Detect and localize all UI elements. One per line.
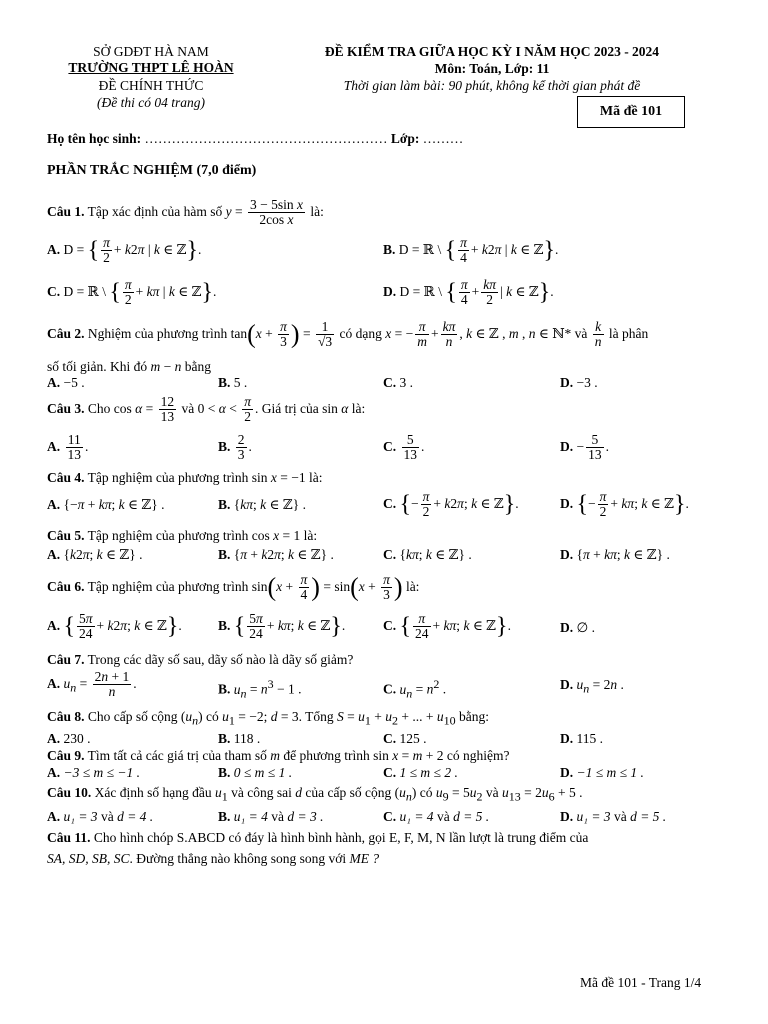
q1-option-c[interactable]: C. D = ℝ \ { $\frac{\pi}{2}$ + kπ | k ∈ ℤ}.: [47, 277, 217, 308]
q5-option-c[interactable]: C. {kπ; k ∈ ℤ} .: [383, 547, 472, 562]
question-10: Câu 10. Xác định số hạng đầu $u_1$ và công sai d của cấp số cộng $(u_n)$ có $u_9 = 5u_2$ và $u_{13} = 2u_6 + 5$ .: [47, 785, 583, 804]
q4-option-c[interactable]: C. {− $\frac{\pi}{2}$ + k2π; k ∈ ℤ}.: [383, 489, 519, 520]
q9-option-d[interactable]: D. −1 ≤ m ≤ 1 .: [560, 765, 644, 780]
q7-option-d[interactable]: D. $u_n = 2n$ .: [560, 677, 624, 696]
question-11: Câu 11. Cho hình chóp S.ABCD có đáy là hình bình hành, gọi E, F, M, N lần lượt là trung điểm của: [47, 830, 589, 845]
department-name: SỞ GDĐT HÀ NAM: [93, 44, 209, 59]
q3-option-b[interactable]: B. $\frac{2}{3}$ .: [218, 432, 252, 463]
q1-option-b[interactable]: B. D = ℝ \ { $\frac{\pi}{4}$ + k2π | k ∈ ℤ}.: [383, 235, 559, 266]
q9-option-b[interactable]: B. 0 ≤ m ≤ 1 .: [218, 765, 293, 780]
q6-option-c[interactable]: C. { $\frac{\pi}{24}$ + kπ; k ∈ ℤ}.: [383, 611, 511, 642]
time-limit: Thời gian làm bài: 90 phút, không kể thời gian phát đề: [343, 78, 641, 93]
q5-option-a[interactable]: A. {k2π; k ∈ ℤ} .: [47, 547, 143, 562]
q4-option-b[interactable]: B. {kπ; k ∈ ℤ} .: [218, 497, 306, 512]
question-2-line2: số tối giản. Khi đó m − n bằng: [47, 359, 211, 374]
question-4: Câu 4. Tập nghiệm của phương trình sin x = −1 là:: [47, 470, 323, 485]
question-8: Câu 8. Cho cấp số cộng $(u_n)$ có $u_1 = -2$; d = 3. Tổng $S = u_1 + u_2$ + ... + $u_{10}$ bằng:: [47, 709, 489, 728]
q2-option-d[interactable]: D. −3 .: [560, 375, 598, 390]
student-info-line: [47, 131, 463, 147]
q9-option-c[interactable]: C. 1 ≤ m ≤ 2 .: [383, 765, 458, 780]
q10-option-a[interactable]: A. u₁ = 3 và d = 4 .: [47, 809, 154, 824]
q4-option-a[interactable]: A. {−π + kπ; k ∈ ℤ} .: [47, 497, 165, 512]
q3-option-c[interactable]: C. $\frac{5}{13}$ .: [383, 432, 425, 463]
q10-option-c[interactable]: C. u₁ = 4 và d = 5 .: [383, 809, 490, 824]
q2-option-a[interactable]: A. −5 .: [47, 375, 85, 390]
student-name-blank: ………………………………………………: [144, 131, 388, 146]
q2-option-b[interactable]: B. 5 .: [218, 375, 248, 390]
q7-option-c[interactable]: C. $u_n = n^2$ .: [383, 677, 447, 701]
page-count-note: (Đề thi có 04 trang): [97, 95, 205, 110]
q6-option-a[interactable]: A. { $\frac{5\pi}{24}$ + k2π; k ∈ ℤ}.: [47, 611, 182, 642]
q8-option-c[interactable]: C. 125 .: [383, 731, 427, 746]
q7-option-a[interactable]: A. $u_n$ = $\frac{2n + 1}{n}$ .: [47, 669, 137, 700]
q8-option-a[interactable]: A. 230 .: [47, 731, 91, 746]
subject-line: Môn: Toán, Lớp: 11: [434, 61, 550, 76]
class-blank: ………: [422, 131, 464, 146]
question-text: Tập xác định của hàm số: [87, 203, 223, 219]
question-5: Câu 5. Tập nghiệm của phương trình cos x = 1 là:: [47, 528, 318, 543]
q4-option-d[interactable]: D. {− $\frac{\pi}{2}$ + kπ; k ∈ ℤ}.: [560, 489, 689, 520]
q8-option-d[interactable]: D. 115 .: [560, 731, 603, 746]
q3-option-a[interactable]: A. $\frac{11}{13}$ .: [47, 432, 89, 463]
class-label: Lớp:: [390, 131, 420, 146]
section-title: PHẦN TRẮC NGHIỆM (7,0 điểm): [47, 163, 257, 178]
question-1: Câu 1. Tập xác định của hàm số y = $\frac{\text{3 − 5sin x}}{\text{2cos x}}$ là:: [47, 197, 324, 228]
q5-option-d[interactable]: D. {π + kπ; k ∈ ℤ} .: [560, 547, 670, 562]
question-7: Câu 7. Trong các dãy số sau, dãy số nào là dãy số giảm?: [47, 652, 354, 667]
q8-option-b[interactable]: B. 118 .: [218, 731, 261, 746]
q1-option-a[interactable]: A. D = { $\frac{\pi}{2}$ + k2π | k ∈ ℤ}.: [47, 235, 202, 266]
question-3: Câu 3. Cho cos α = $\frac{12}{13}$ và 0 < α < $\frac{\pi}{2}$ . Giá trị của sin α là:: [47, 394, 366, 425]
question-9: Câu 9. Tìm tất cả các giá trị của tham số m để phương trình sin x = m + 2 có nghiệm?: [47, 748, 510, 763]
question-2: Câu 2. Nghiệm của phương trình tan(x + $\frac{\pi}{3}$ ) = $\frac{1}{√3}$ có dạng x = − $\frac{\pi}{m}$ + $\frac{k\pi}{n}$ , k ∈ ℤ , m , n ∈ ℕ* và $\frac{k}{n}$ là phân: [47, 319, 649, 350]
q9-option-a[interactable]: A. −3 ≤ m ≤ −1 .: [47, 765, 141, 780]
exam-code-box: Mã đề 101: [577, 96, 685, 128]
school-name: TRƯỜNG THPT LÊ HOÀN: [68, 60, 234, 75]
q6-option-d[interactable]: D. ∅ .: [560, 620, 596, 635]
q5-option-b[interactable]: B. {π + k2π; k ∈ ℤ} .: [218, 547, 334, 562]
student-name-label: Họ tên học sinh:: [47, 131, 142, 146]
page-footer: Mã đề 101 - Trang 1/4: [580, 975, 702, 990]
exam-title: ĐỀ KIỂM TRA GIỮA HỌC KỲ I NĂM HỌC 2023 - 2024: [324, 44, 660, 59]
official-exam-label: ĐỀ CHÍNH THỨC: [98, 78, 204, 93]
question-11-line2: SA, SD, SB, SC. Đường thẳng nào không song song với ME ?: [47, 851, 380, 866]
question-label: Câu 1.: [47, 203, 85, 219]
q3-option-d[interactable]: D. − $\frac{5}{13}$ .: [560, 432, 609, 463]
question-6: Câu 6. Tập nghiệm của phương trình sin(x + $\frac{\pi}{4}$ ) = sin(x + $\frac{\pi}{3}$ ) là:: [47, 572, 420, 603]
q6-option-b[interactable]: B. { $\frac{5\pi}{24}$ + kπ; k ∈ ℤ}.: [218, 611, 346, 642]
q1-option-d[interactable]: D. D = ℝ \ { $\frac{\pi}{4}$ + $\frac{k\pi}{2}$ | k ∈ ℤ}.: [383, 277, 554, 308]
q10-option-b[interactable]: B. u₁ = 4 và d = 3 .: [218, 809, 324, 824]
question-end: là:: [310, 203, 324, 219]
q2-option-c[interactable]: C. 3 .: [383, 375, 413, 390]
q7-option-b[interactable]: B. $u_n = n^3 - 1$ .: [218, 677, 302, 701]
q10-option-d[interactable]: D. u₁ = 3 và d = 5 .: [560, 809, 667, 824]
